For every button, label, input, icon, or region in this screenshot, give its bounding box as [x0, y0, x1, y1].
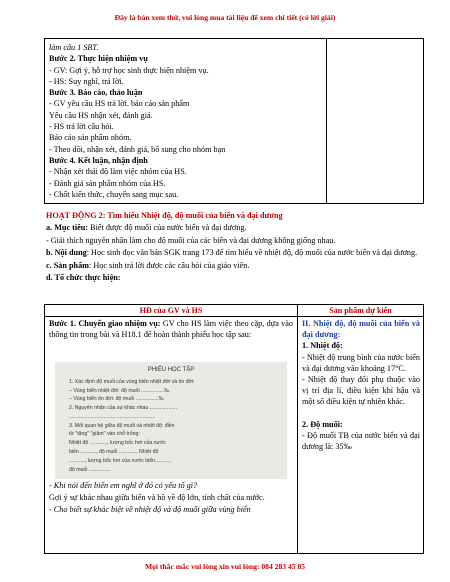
step-text: GV cho HS làm việc theo cặp, dựa vào thông tin trong bài và H18.1 để hoàn thành phiếu học tập sau: — [49, 319, 294, 340]
worksheet-line: từ "tăng" "giảm" vào chỗ trống: — [69, 431, 140, 437]
step-line: Báo cáo sản phẩm nhóm. — [49, 133, 132, 143]
step-line: - GV yêu cầu HS trả lời. báo cáo sản phẩm — [49, 99, 190, 109]
salinity-paragraph: - Độ muối TB của nước biển và đại dương là: 35‰ — [302, 431, 420, 452]
worksheet-line: biển ..........., độ muối ............. Nhiệt độ — [69, 449, 159, 455]
temperature-paragraph: - Nhiệt độ thay đổi phụ thuộc vào vị trí địa lí, điều kiện khí hậu và một số điều kiện tự nhiên khác. — [302, 375, 420, 407]
step-line: làm câu 1 SBT. — [49, 43, 99, 52]
section-title: II. Nhiệt độ, độ muối của biển và đại dương: — [302, 319, 420, 340]
worksheet-title: PHIẾU HỌC TẬP — [147, 367, 195, 373]
worksheet-line: – Vùng biển nhiệt đới: độ muối ................‰ — [69, 388, 170, 394]
left-cell-questions — [49, 480, 293, 516]
product-label: c. Sản phẩm — [46, 260, 89, 270]
worksheet-line: độ muối ............... — [69, 467, 111, 473]
step-line: - HS trả lời câu hỏi. — [49, 122, 114, 132]
objective-text: Biết được độ muối của nước biển và đại dương. — [88, 223, 247, 233]
objective-paragraph — [46, 222, 424, 234]
table-column-divider — [297, 305, 298, 553]
step-label: Bước 1. Chuyển giao nhiệm vụ: — [49, 319, 161, 328]
question-line: - Khi nói đến biển em nghĩ ở đó có yếu tố gì? — [49, 481, 198, 490]
step-heading: Bước 4. Kết luận, nhận định — [49, 155, 148, 165]
step-line: - Chốt kiến thức, chuyển sang mục sau. — [49, 189, 179, 199]
content-text: : Học sinh đọc văn bản SGK trang 173 để tìm hiểu về nhiệt độ, độ muối của nước biển và đại dương. — [86, 248, 418, 258]
worksheet-line: ............................................................ — [69, 414, 156, 420]
activity-section — [46, 210, 424, 284]
step-line: - Theo dõi, nhận xét, đánh giá, bổ sung cho nhóm bạn — [49, 144, 226, 154]
worksheet-line: ..........., lượng bốc hơi của nước biển.........., — [69, 458, 171, 464]
worksheet-line: 2. Nguyên nhân của sự khác nhau ................... — [69, 405, 178, 411]
worksheet-line: 3. Mối quan hệ giữa độ muối và nhiệt độ: điền — [69, 423, 175, 429]
left-cell-intro — [49, 318, 293, 340]
right-cell-products — [302, 318, 420, 452]
table-column-divider — [326, 39, 327, 203]
question-line: - Cho biết sự khác biệt về nhiệt độ và độ muối giữa vùng biển — [49, 505, 251, 514]
table-header-row — [45, 305, 423, 317]
objective-label: a. Mục tiêu: — [46, 223, 89, 233]
content-paragraph — [46, 247, 424, 259]
worksheet-line: 1. Xác định độ muối của vùng biển nhiệt đới và ôn đới: — [69, 379, 195, 385]
lesson-table-bottom — [44, 304, 424, 554]
activity-title: HOẠT ĐỘNG 2: Tìm hiểu Nhiệt độ, độ muối của biển và đại dương — [46, 211, 283, 220]
step-line: - Đánh giá sản phẩm nhóm của HS. — [49, 178, 166, 188]
step-heading: Bước 2. Thực hiện nhiệm vụ — [49, 54, 148, 64]
step-line: - GV: Gợi ý, hỗ trợ học sinh thực hiện nhiệm vụ. — [49, 65, 209, 75]
objective-paragraph-2: - Giải thích nguyên nhân làm cho độ muối của các biển và đại dương không giống nhau. — [46, 235, 336, 245]
subsection-temperature: 1. Nhiệt độ: — [302, 341, 343, 351]
step-line: - Nhận xét thái độ làm việc nhóm của HS. — [49, 167, 187, 177]
subsection-salinity: 2. Độ muối: — [302, 419, 343, 429]
worksheet-line: – Vùng biển ôn đới: độ muối ................‰ — [69, 396, 164, 402]
step-line: - HS: Suy nghĩ, trả lời. — [49, 76, 124, 86]
worksheet-line: Nhiệt độ ............, lượng bốc hơi của nước — [69, 440, 167, 446]
spacer — [302, 408, 420, 419]
step-line: Yêu cầu HS nhận xét, đánh giá. — [49, 110, 153, 120]
lesson-table-top — [44, 38, 424, 204]
teacher-student-steps — [49, 42, 323, 200]
preview-banner: Đây là bản xem thử, vui lòng mua tài liệu để xem chi tiết (có lời giải) — [114, 13, 336, 22]
hint-line: Gợi ý sự khác nhau giữa biển và hồ về độ lớn, tính chất của nước. — [49, 493, 265, 502]
step-heading: Bước 3. Báo cáo, thảo luận — [49, 88, 143, 98]
contact-footer: Mọi thắc mắc vui lòng xin vui lòng: 084 283 45 85 — [144, 562, 306, 571]
organization-label: d. Tổ chức thực hiện: — [46, 273, 121, 283]
task-paragraph — [49, 318, 293, 340]
product-paragraph — [46, 260, 424, 272]
worksheet-image — [55, 362, 287, 479]
product-text: : Học sinh trả lời được các câu hỏi của giáo viên. — [89, 260, 250, 270]
temperature-paragraph: - Nhiệt độ trung bình của nước biển và đại dương vào khoảng 17°C. — [302, 352, 420, 373]
column-header-products: Sản phẩm dự kiến — [329, 306, 392, 315]
content-label: b. Nội dung — [46, 248, 87, 258]
column-header-activities: HĐ của GV và HS — [139, 306, 203, 315]
